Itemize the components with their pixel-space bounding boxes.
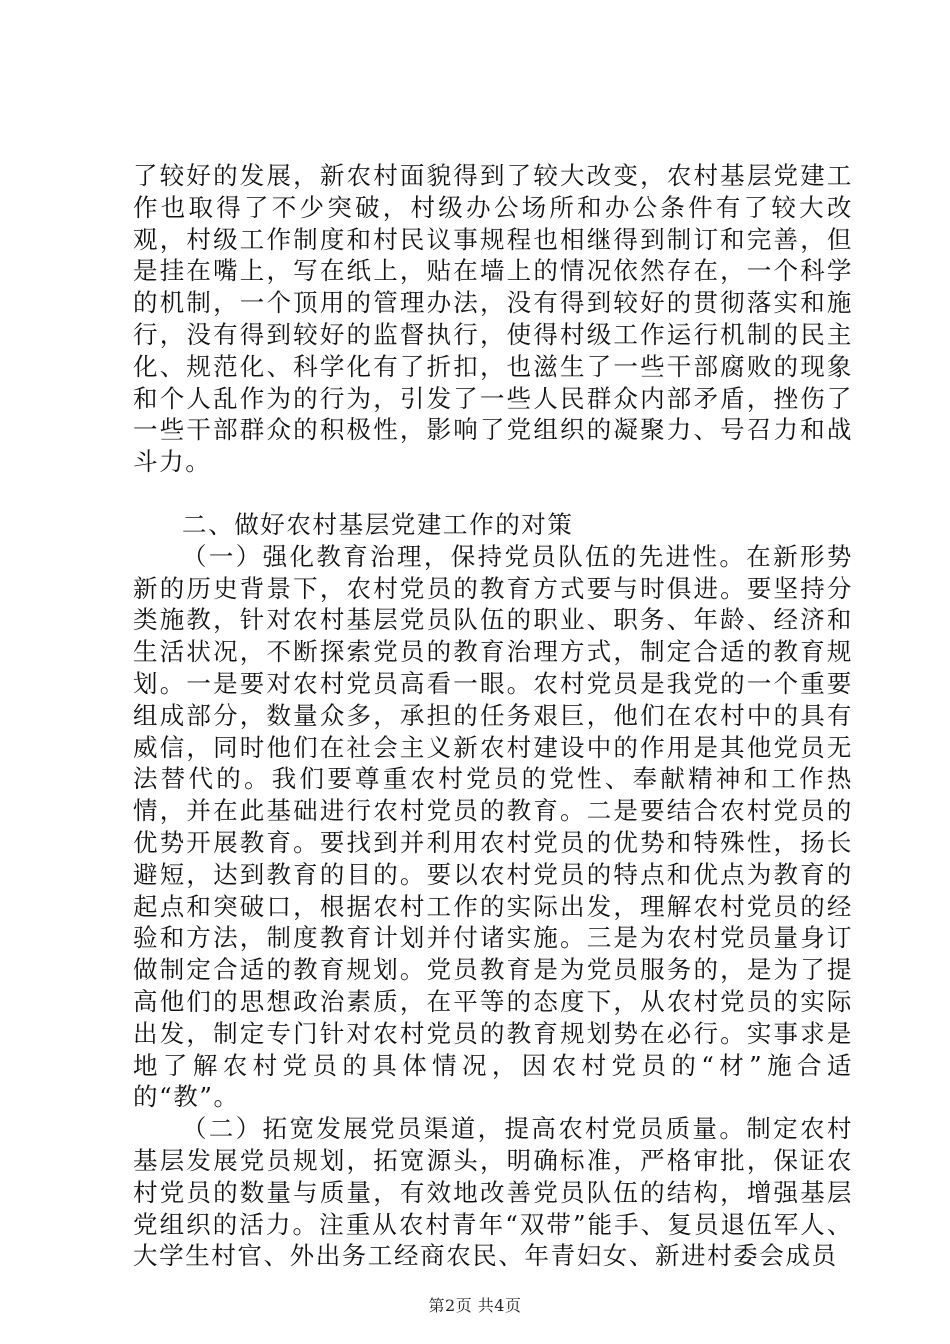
page-footer: 第2页 共4页 [428,1296,522,1315]
document-body [133,160,853,1272]
paragraph-measure-2: （二）拓宽发展党员渠道，提高农村党员质量。制定农村基层发展党员规划，拓宽源头，明确标准，严格审批，保证农村党员的数量与质量，有效地改善党员队伍的结构，增强基层党组织的活力。注重从农村青年“双带”能手、复员退伍军人、大学生村官、外出务工经商农民、年青妇女、新进村委会成员 [133,1114,853,1271]
section-heading: 二、做好农村基层党建工作的对策 [182,509,574,539]
paragraph-continuation: 了较好的发展，新农村面貌得到了较大改变，农村基层党建工作也取得了不少突破，村级办公场所和办公条件有了较大改观，村级工作制度和村民议事规程也相继得到制订和完善，但是挂在嘴上，写在纸上，贴在墙上的情况依然存在，一个科学的机制，一个顶用的管理办法，没有得到较好的贯彻落实和施行，没有得到较好的监督执行，使得村级工作运行机制的民主化、规范化、科学化有了折扣，也滋生了一些干部腐败的现象和个人乱作为的行为，引发了一些人民群众内部矛盾，挫伤了一些干部群众的积极性，影响了党组织的凝聚力、号召力和战斗力。 [133,161,853,477]
paragraph-measure-1: （一）强化教育治理，保持党员队伍的先进性。在新形势新的历史背景下，农村党员的教育方式要与时俱进。要坚持分类施教，针对农村基层党员队伍的职业、职务、年龄、经济和生活状况，不断探索党员的教育治理方式，制定合适的教育规划。一是要对农村党员高看一眼。农村党员是我党的一个重要组成部分，数量众多，承担的任务艰巨，他们在农村中的具有威信，同时他们在社会主义新农村建设中的作用是其他党员无法替代的。我们要尊重农村党员的党性、奉献精神和工作热情，并在此基础进行农村党员的教育。二是要结合农村党员的优势开展教育。要找到并利用农村党员的优势和特殊性，扬长避短，达到教育的目的。要以农村党员的特点和优点为教育的起点和突破口，根据农村工作的实际出发，理解农村党员的经验和方法，制度教育计划并付诸实施。三是为农村党员量身订做制定合适的教育规划。党员教育是为党员服务的，是为了提高他们的思想政治素质，在平等的态度下，从农村党员的实际出发，制定专门针对农村党员的教育规划势在必行。实事求是地了解农村党员的具体情况，因农村党员的“材”施合适的“教”。 [133,541,853,1112]
